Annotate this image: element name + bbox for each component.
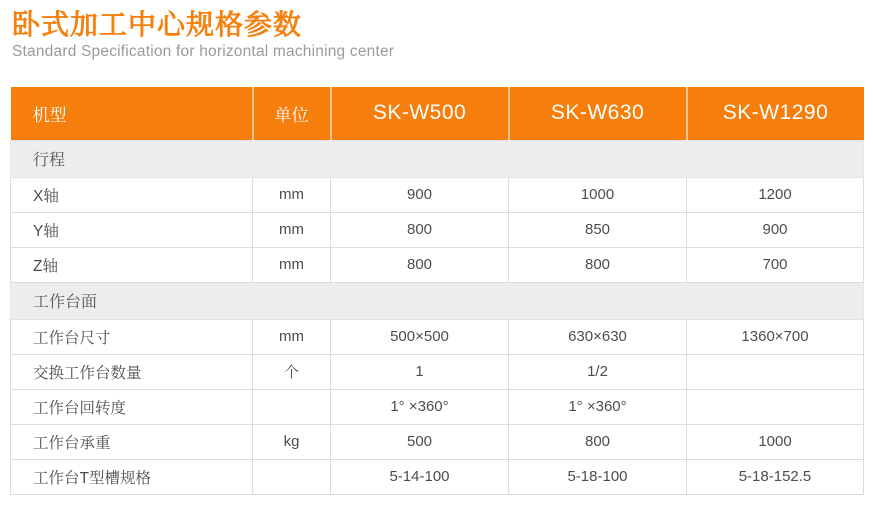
col-header-machine-type: 机型 [11,87,253,140]
value-cell-sk-w500: 900 [331,177,509,212]
row-label: 交换工作台数量 [11,354,253,389]
row-label: 工作台T型槽规格 [11,459,253,494]
section-row-travel [11,140,864,177]
unit-cell: mm [253,319,331,354]
table-row-worktable-size [11,319,864,354]
row-label: 工作台尺寸 [11,319,253,354]
value-cell-sk-w630: 5-18-100 [509,459,687,494]
value-cell-sk-w1290 [687,354,864,389]
unit-cell: kg [253,424,331,459]
row-label: Y轴 [11,212,253,247]
value-cell-sk-w1290: 5-18-152.5 [687,459,864,494]
value-cell-sk-w1290 [687,389,864,424]
unit-cell [253,389,331,424]
unit-cell: mm [253,212,331,247]
value-cell-sk-w500: 800 [331,212,509,247]
page-subtitle: Standard Specification for horizontal machining center [12,43,395,60]
row-label: 工作台承重 [11,424,253,459]
unit-cell: mm [253,247,331,282]
row-label: X轴 [11,177,253,212]
table-row-y-axis [11,212,864,247]
value-cell-sk-w500: 1 [331,354,509,389]
value-cell-sk-w630: 1000 [509,177,687,212]
table-row-x-axis [11,177,864,212]
value-cell-sk-w500: 500 [331,424,509,459]
value-cell-sk-w630: 630×630 [509,319,687,354]
row-label: Z轴 [11,247,253,282]
value-cell-sk-w500: 500×500 [331,319,509,354]
section-title: 工作台面 [11,282,864,319]
section-row-worktable [11,282,864,319]
value-cell-sk-w1290: 900 [687,212,864,247]
value-cell-sk-w630: 1/2 [509,354,687,389]
section-title: 行程 [11,140,864,177]
unit-cell: 个 [253,354,331,389]
value-cell-sk-w1290: 1360×700 [687,319,864,354]
unit-cell [253,459,331,494]
col-header-unit: 单位 [253,87,331,140]
row-label: 工作台回转度 [11,389,253,424]
value-cell-sk-w630: 1° ×360° [509,389,687,424]
value-cell-sk-w1290: 1000 [687,424,864,459]
page-title: 卧式加工中心规格参数 [12,9,303,40]
col-header-model-sk-w500: SK-W500 [331,87,509,140]
table-row-z-axis [11,247,864,282]
value-cell-sk-w630: 800 [509,247,687,282]
col-header-model-sk-w630: SK-W630 [509,87,687,140]
table-row-pallet-count [11,354,864,389]
document-header [0,0,873,61]
value-cell-sk-w500: 800 [331,247,509,282]
value-cell-sk-w630: 850 [509,212,687,247]
table-row-rotation-degree [11,389,864,424]
value-cell-sk-w1290: 1200 [687,177,864,212]
table-row-t-slot-spec [11,459,864,494]
spec-table [10,87,864,495]
col-header-model-sk-w1290: SK-W1290 [687,87,864,140]
value-cell-sk-w1290: 700 [687,247,864,282]
value-cell-sk-w630: 800 [509,424,687,459]
table-row-load-capacity [11,424,864,459]
table-header-row [11,87,864,140]
value-cell-sk-w500: 1° ×360° [331,389,509,424]
unit-cell: mm [253,177,331,212]
value-cell-sk-w500: 5-14-100 [331,459,509,494]
